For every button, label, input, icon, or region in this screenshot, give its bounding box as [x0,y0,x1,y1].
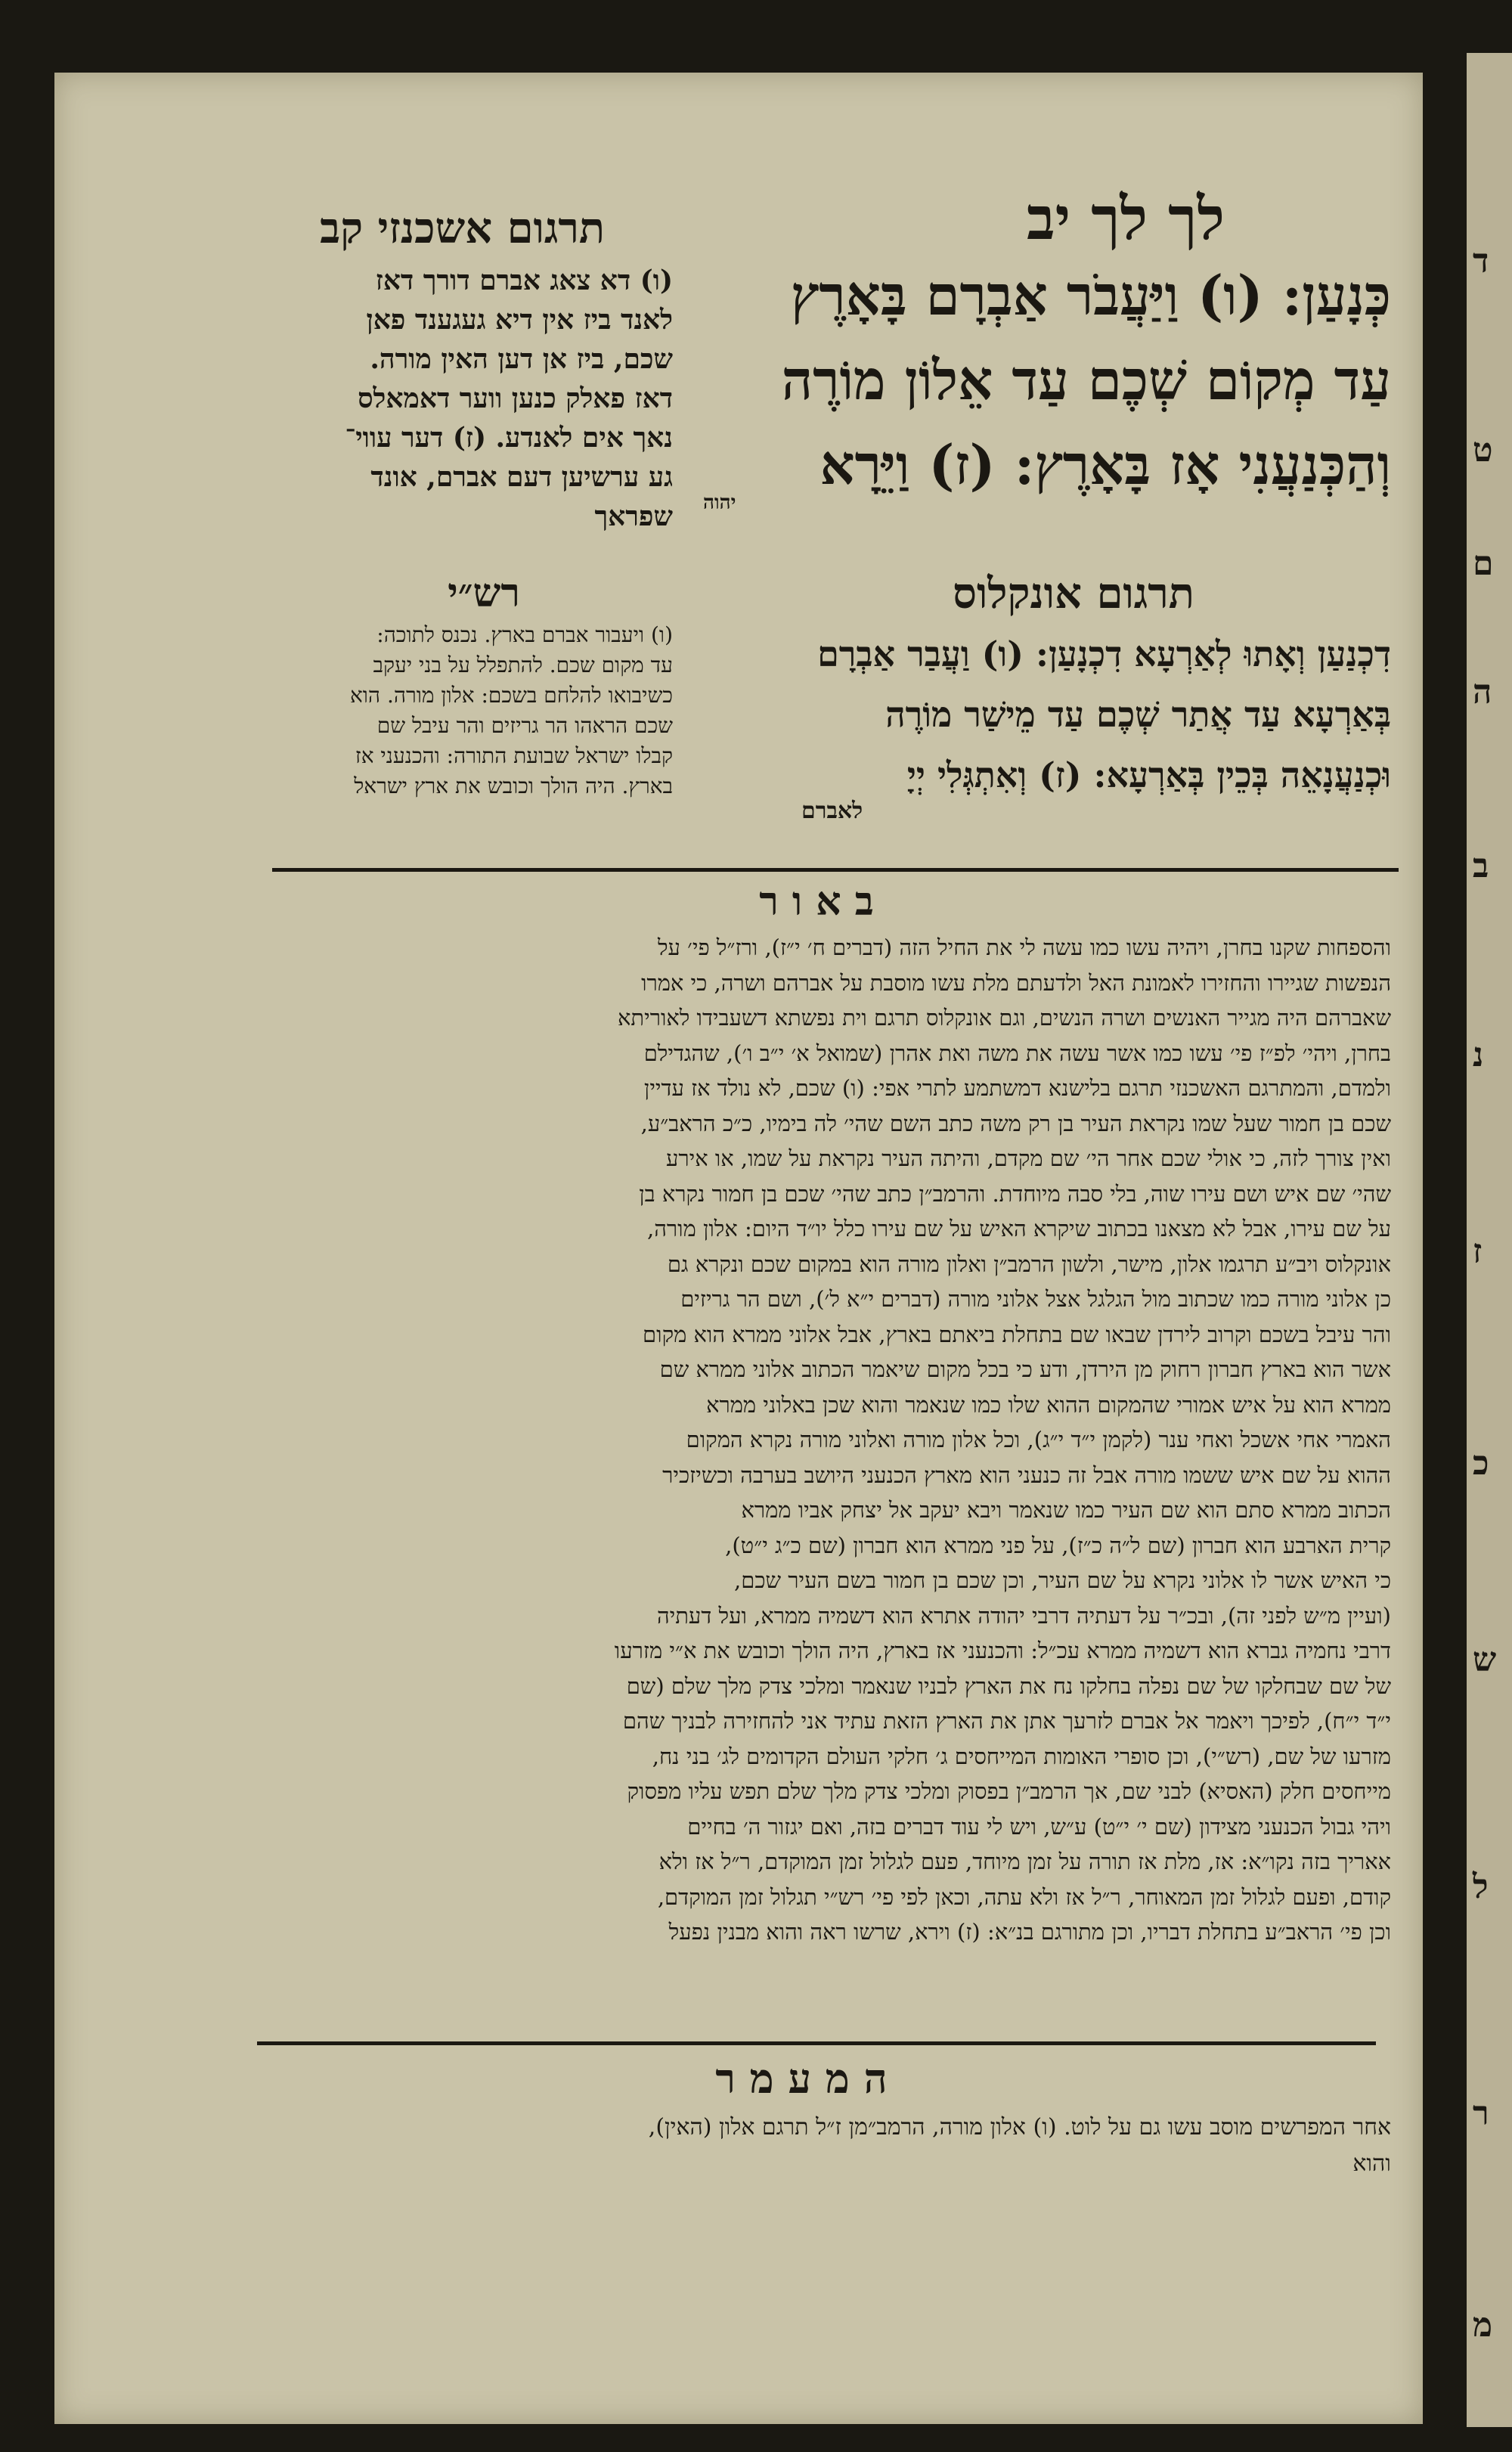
section-rule [257,2041,1376,2045]
biur-line: דרבי נחמיה גברא הוא דשמיה ממרא עכ״ל: והכנעני אז בארץ, היה הולך וכובש את א״י מזרעו [614,1638,1391,1663]
biur-line: אשר הוא בארץ חברון רחוק מן הירדן, ודע כי בכל מקום שיאמר הכתוב אלוני ממרא שם [659,1356,1391,1382]
rashi-line: שכם הראהו הר גריזים והר עיבל שם [376,713,673,738]
german-line: נאך אים לאנדע. (ז) דער עווי־ [345,422,673,454]
running-head-translation: תרגום אשכנזי קב [320,203,605,253]
onkelos-line: בְּאַרְעָא עַד אֲתַר שְׁכֶם עַד מֵישַׁר מוֹרֶה [885,694,1391,735]
adjacent-glyph: מ [1473,2306,1493,2345]
biur-line: וכן פי׳ הראב״ע בתחלת דבריו, וכן מתורגם בנ״א: (ז) וירא, שרשו ראה והוא מבנין נפעל [668,1919,1391,1945]
biur-line: הכתוב ממרא סתם הוא שם העיר כמו שנאמר ויבא יעקב אל יצחק אביו ממרא [741,1497,1391,1523]
section-rule [272,868,1399,872]
biur-line: כן אלוני מורה כמו שכתוב מול הגלגל אצל אלוני מורה (דברים י״א ל׳), ושם הר גריזים [680,1286,1391,1312]
adjacent-glyph: ז [1473,1232,1483,1271]
hameamer-block [249,2109,1391,2182]
biur-line: שהי׳ שם איש ושם עירו שוה, בלי סבה מיוחדת. והרמב״ן כתב שהי׳ שכם בן חמור נקרא בן [639,1180,1391,1207]
biur-line: מייחסים חלק (האסיא) לבני שם, אך הרמב״ן בפסוק ומלכי צדק מלך שלם תפש עליו מפסוק [627,1778,1391,1804]
biur-line: של שם שבחלקו של שם נפלה בחלקו נח את הארץ לבניו שנאמר ומלכי צדק מלך שלם (שם [626,1672,1391,1699]
biur-line: אאריך בזה נקו״א: אז, מלת אז תורה על זמן מיוחד, פעם לגלול זמן המוקדם, ר״ל אז ולא [658,1849,1391,1874]
adjacent-glyph: ט [1473,431,1493,470]
biur-block [249,930,1391,1950]
biur-line: האמרי אחי אשכל ואחי ענר (לקמן י״ד י״ג), וכל אלון מורה ואלוני מורה נקרא המקום [686,1427,1391,1452]
biur-line: ולמדם, והמתרגם האשכנזי תרגם בלישנא דמשתמע לתרי אפי: (ו) שכם, לא נולד אז עדיין [643,1075,1391,1101]
biur-line: שכם בן חמור שעל שמו נקראת העיר בן רק משה כתב השם שהי׳ לה בימיו, כ״כ הראב״ע, [640,1110,1391,1136]
divine-name-note: יהוה [703,491,736,514]
rashi-line: כשיבואו להלחם בשכם: אלון מורה. הוא [349,683,673,708]
torah-text-block [665,253,1391,507]
torah-line: כְּנָעַן: (ו) וַיַּעֲבֹר אַבְרָם בָּאָרֶץ [790,263,1391,327]
hameamer-line: והוא [1352,2150,1391,2177]
german-line: שפראך [594,501,673,532]
hameamer-title: ה מ ע מ ר [715,2054,888,2103]
adjacent-page-edge [1467,53,1512,2427]
biur-line: ואין צורך לזה, כי אולי שכם אחר הי׳ שם מקדם, והיתה העיר נקראת על שמו, או אירע [665,1145,1391,1171]
biur-line: הנפשות שגיירו והחזירו לאמונת האל ולדעתם מלת עשו מוסבת על אברהם ושרה, כי אמרו [641,969,1391,996]
biur-line: בחרן, ויהי׳ לפ״ז פי׳ עשו כמו אשר עשה את משה ואת אהרן (שמואל א׳ י״ב ו׳), שהגדילם [643,1040,1391,1066]
torah-line: עַד מְקוֹם שְׁכֶם עַד אֵלוֹן מוֹרֶה [781,348,1391,412]
adjacent-glyph: ם [1473,544,1494,583]
rashi-title: רש״י [448,570,520,616]
biur-line: מזרעו של שם, (רש״י), וכן סופרי האומות המייחסים ג׳ חלקי העולם הקדומים לג׳ בני נח, [652,1743,1391,1769]
onkelos-name-note: לאברם [801,798,863,824]
biur-line: קרית הארבע הוא חברון (שם ל״ה כ״ז), על פני ממרא הוא חברון (שם כ״ג י״ט), [725,1532,1391,1558]
german-line: לאנד ביז אין דיא געגענד פאן [366,304,673,336]
onkelos-line: וּכְנַעֲנָאֵה בְּכֵין בְּאַרְעָא: (ז) וְאִתְגְּלִי יְיָ [906,755,1391,795]
adjacent-glyph: ב [1473,847,1489,885]
german-line: (ו) דא צאג אברם דורך דאז [375,265,673,296]
hameamer-line: אחר המפרשים מוסב עשו גם על לוט. (ו) אלון מורה, הרמב״מן ז״ל תרגם אלון (האין), [648,2114,1391,2140]
german-line: שכם, ביז אן דען האין מורה. [370,343,673,375]
german-translation-block [249,261,673,536]
biur-line: ממרא הוא על איש אמורי שהמקום ההוא שלו כמו שנאמר והוא שכן באלוני ממרא [706,1391,1391,1418]
rashi-line: בארץ. היה הולך וכובש את ארץ ישראל [354,773,673,798]
adjacent-glyph: ה [1473,673,1492,711]
biur-title: ב א ו ר [759,879,874,925]
biur-line: אונקלוס ויב״ע תרגמו אלון, מישר, ולשון הרמב״ן ואלון מורה הוא במקום שכם ונקרא גם [667,1251,1391,1277]
torah-line: וְהַכְּנַעֲנִי אָז בָּאָרֶץ: (ז) וַיֵּרָא [820,432,1391,497]
biur-line: והספחות שקנו בחרן, ויהיה עשו כמו עשה לי את החיל הזה (דברים ח׳ י״ז), ורז״ל פי׳ על [657,935,1391,960]
biur-line: (ועיין מ״ש לפני זה), ובכ״ר על דעתיה דרבי יהודה אתרא הוא דשמיה ממרא, ועל דעתיה [656,1602,1391,1629]
adjacent-glyph: נ [1473,1036,1484,1074]
biur-line: ויהי גבול הכנעני מצידון (שם י׳ י״ט) ע״ש, ויש לי עוד דברים בזה, ואם יגזור ה׳ בחיים [687,1813,1391,1840]
biur-line: ההוא על שם איש ששמו מורה אבל זה כנעני הוא מארץ הכנעני היושב בערבה וכשיזכיר [662,1462,1391,1488]
adjacent-glyph: ד [1473,242,1489,281]
adjacent-glyph: כ [1473,1444,1489,1483]
onkelos-title: תרגום אונקלוס [953,569,1194,618]
running-head-parasha: לך לך יב [1027,184,1225,253]
rashi-line: (ו) ויעבור אברם בארץ. נכנס לתוכה: [376,622,673,647]
onkelos-line: דִכְנַעַן וְאָתוּ לְאַרְעָא דִכְנָעַן: (ו) וַעֲבַר אַבְרָם [817,634,1391,674]
biur-line: על שם עירו, אבל לא מצאנו בכתוב שיקרא האיש על שם עירו כלל יו״ד היום: אלון מורה, [647,1216,1391,1241]
biur-line: כי האיש אשר לו אלוני נקרא על שם העיר, וכן שכם בן חמור בשם העיר שכם, [734,1567,1391,1593]
rashi-line: קבלו ישראל שבועת התורה: והכנעני אז [355,743,673,768]
german-line: דאז פאלק כנען ווער דאמאלס [358,383,673,414]
biur-line: והר עיבל בשכם וקרוב לירדן שבאו שם בתחלת ביאתם בארץ, אבל אלוני ממרא הוא מקום [643,1321,1391,1347]
rashi-block [249,620,673,801]
german-line: גע ערשיען דעם אברם, אונד [370,461,673,493]
biur-line: י״ד י״ח), לפיכך ויאמר אל אברם לזרעך אתן את הארץ הזאת עתיד אני להחזירה לבניך שהם [622,1708,1391,1734]
adjacent-glyph: ל [1473,1868,1489,1906]
biur-line: שאברהם היה מגייר האנשים ושרה הנשים, וגם אונקלוס תרגם וית נפשתא דשעבידו לאוריתא [618,1005,1391,1031]
onkelos-block [680,624,1391,805]
rashi-line: עד מקום שכם. להתפלל על בני יעקב [373,653,673,677]
biur-line: קודם, ופעם לגלול זמן המאוחר, ר״ל אז ולא עתה, וכאן לפי פי׳ רש״י תגלול זמן המוקדם, [657,1883,1391,1910]
adjacent-glyph: ר [1473,2094,1489,2133]
adjacent-glyph: ש [1473,1641,1497,1679]
